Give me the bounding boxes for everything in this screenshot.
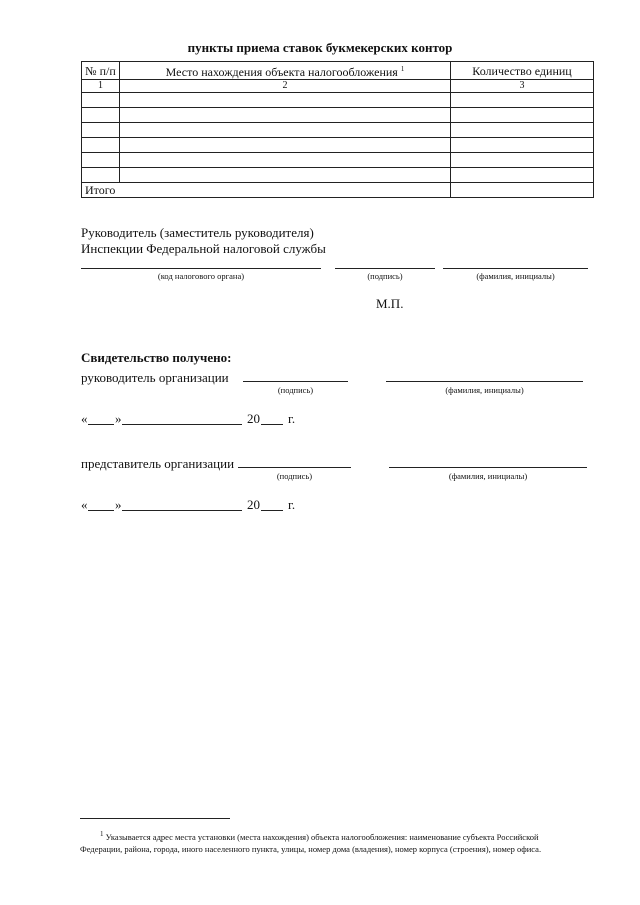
manager-name-caption: (фамилия, инициалы): [445, 385, 524, 395]
total-value[interactable]: [451, 183, 594, 198]
date-year-prefix: 20: [247, 411, 260, 426]
head-title-line2: Инспекции Федеральной налоговой службы: [81, 241, 326, 256]
table-header-row: [82, 62, 594, 80]
total-row: [82, 183, 594, 198]
table-cell[interactable]: [451, 138, 594, 153]
footnote-mark: 1: [400, 65, 405, 73]
representative-date-year-line[interactable]: [261, 510, 283, 511]
manager-date-row: [81, 411, 311, 429]
date-close-quote: »: [115, 497, 122, 512]
table-cell[interactable]: [82, 138, 120, 153]
table-cell[interactable]: [120, 123, 451, 138]
table-cell[interactable]: [120, 153, 451, 168]
column-header-location: [120, 62, 451, 80]
table-cell[interactable]: [82, 123, 120, 138]
document-title: пункты приема ставок букмекерских контор: [187, 40, 453, 55]
representative-signature-caption: (подпись): [276, 471, 313, 481]
head-title-line1: Руководитель (заместитель руководителя): [81, 225, 314, 240]
representative-date-row: [81, 497, 311, 515]
manager-name-line[interactable]: [386, 381, 583, 382]
table-cell[interactable]: [120, 138, 451, 153]
tax-authority-code-line[interactable]: [81, 268, 321, 269]
table-cell[interactable]: [451, 168, 594, 183]
head-name-caption: (фамилия, инициалы): [476, 271, 555, 281]
table-cell[interactable]: [82, 168, 120, 183]
table-row: [82, 168, 594, 183]
table-cell[interactable]: [451, 108, 594, 123]
date-year-suffix: г.: [288, 497, 296, 512]
stamp-place: М.П.: [376, 296, 404, 311]
date-open-quote: «: [81, 411, 88, 426]
manager-date-day-line[interactable]: [88, 424, 114, 425]
footnote-separator: [80, 818, 230, 819]
table-cell[interactable]: [82, 93, 120, 108]
table-row: [82, 93, 594, 108]
column-header-location-text: Место нахождения объекта налогообложения: [165, 65, 398, 79]
table-cell[interactable]: [82, 108, 120, 123]
footnote-number: 1: [100, 830, 104, 838]
representative-label: представитель организации: [81, 456, 235, 471]
date-year-suffix: г.: [288, 411, 296, 426]
manager-signature-caption: (подпись): [277, 385, 314, 395]
table-cell[interactable]: [451, 123, 594, 138]
date-year-prefix: 20: [247, 497, 260, 512]
total-label: Итого: [82, 183, 451, 198]
date-open-quote: «: [81, 497, 88, 512]
date-close-quote: »: [115, 411, 122, 426]
table-row: [82, 138, 594, 153]
representative-signature-line[interactable]: [238, 467, 351, 468]
footnote-text: Указывается адрес места установки (места нахождения) объекта налогообложения: наименование субъекта Российской Федерации, района, города, иного населенного пункта, улицы, номер дома (владения), номер корпуса (строения), номер офиса.: [80, 831, 542, 854]
column-number-1: 1: [82, 80, 120, 93]
table-cell[interactable]: [451, 153, 594, 168]
table-row: [82, 123, 594, 138]
table-row: [82, 108, 594, 123]
received-heading: Свидетельство получено:: [81, 350, 232, 365]
tax-objects-table: [81, 61, 594, 198]
table-cell[interactable]: [120, 168, 451, 183]
representative-name-caption: (фамилия, инициалы): [448, 471, 528, 481]
table-cell[interactable]: [82, 153, 120, 168]
head-name-line[interactable]: [443, 268, 588, 269]
column-number-2: 2: [120, 80, 451, 93]
manager-date-month-line[interactable]: [122, 424, 242, 425]
manager-date-year-line[interactable]: [261, 424, 283, 425]
column-header-quantity: Количество единиц: [451, 62, 594, 80]
footnote: [80, 828, 560, 855]
manager-signature-line[interactable]: [243, 381, 348, 382]
table-cell[interactable]: [120, 93, 451, 108]
representative-name-line[interactable]: [389, 467, 587, 468]
representative-date-month-line[interactable]: [122, 510, 242, 511]
column-number-3: 3: [451, 80, 594, 93]
manager-label: руководитель организации: [81, 370, 229, 385]
table-cell[interactable]: [120, 108, 451, 123]
tax-authority-code-caption: (код налогового органа): [157, 271, 245, 281]
column-number-row: [82, 80, 594, 93]
representative-date-day-line[interactable]: [88, 510, 114, 511]
head-signature-line[interactable]: [335, 268, 435, 269]
table-cell[interactable]: [451, 93, 594, 108]
head-signature-caption: (подпись): [367, 271, 403, 281]
column-header-number: № п/п: [82, 62, 120, 80]
table-row: [82, 153, 594, 168]
